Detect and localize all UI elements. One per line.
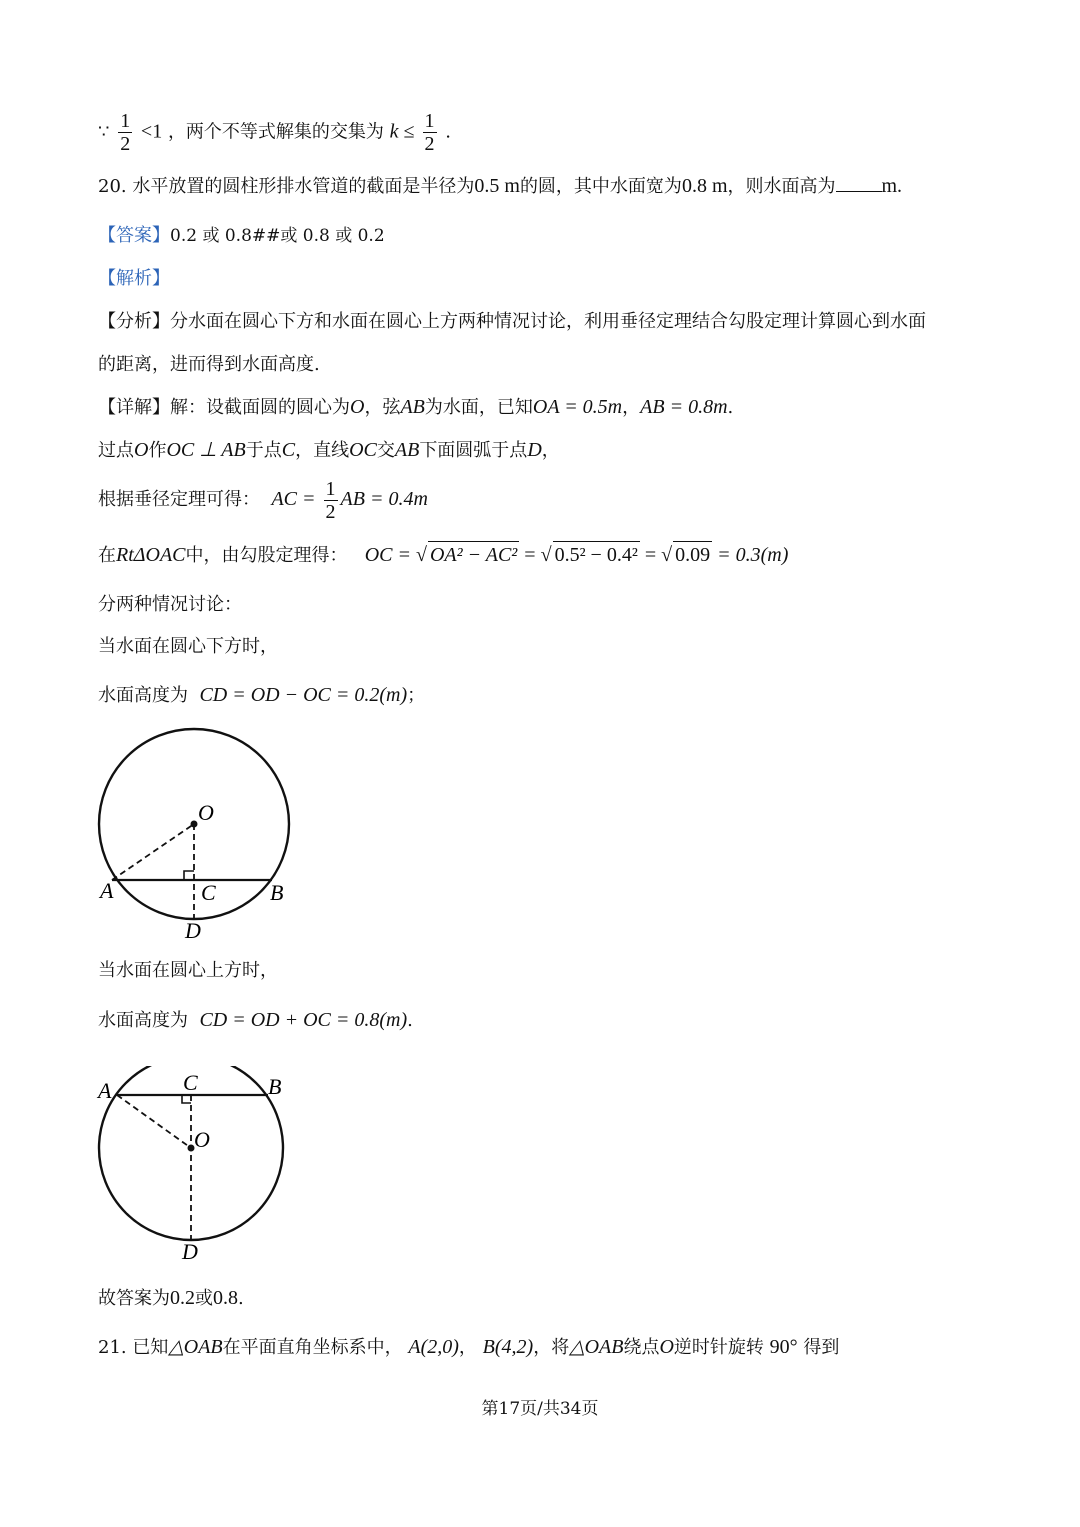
equation-perp: OC ⊥ AB — [166, 439, 246, 461]
text: ，则水面高为 — [727, 176, 836, 197]
text: 解：设截面圆的圆心为 — [170, 397, 350, 418]
text: 在 — [98, 545, 116, 566]
text: 当水面在圆心上方时， — [98, 960, 278, 981]
fraction-half-3: $\frac{1}{2}$ — [325, 477, 336, 523]
case1-title — [98, 634, 278, 660]
pythagoras-line — [98, 541, 788, 569]
rhs-AB: AB = 0.4m — [340, 488, 428, 510]
point-B: B(4,2) — [482, 1336, 534, 1358]
fraction-half-2: $\frac{1}{2}$ — [424, 110, 435, 155]
case1-equation — [98, 682, 425, 709]
inequality: <1 — [140, 120, 163, 143]
text: 水面高度为 — [98, 685, 188, 706]
angle-90: 90° — [769, 1336, 798, 1358]
analysis-tag: 【解析】 — [98, 268, 170, 289]
xiangjie-tag: 【详解】 — [98, 397, 170, 418]
circle-figure-2 — [90, 1066, 320, 1266]
text: 得到 — [803, 1337, 840, 1358]
page-footer: 第17页/共34页 — [481, 1399, 599, 1419]
label-D: D — [182, 1239, 198, 1264]
var-OC: OC — [349, 439, 377, 461]
answer-text: 0.2 或 0.8##或 0.8 或 0.2 — [170, 226, 385, 246]
text: 逆时针旋转 — [673, 1337, 764, 1358]
radius-value: 0.5 m — [474, 175, 520, 197]
chord-theorem-line — [98, 475, 428, 524]
circle-figure-1 — [90, 722, 320, 942]
text: 绕点 — [623, 1337, 660, 1358]
answer-tag: 【答案】 — [98, 225, 170, 246]
equation-OA: OA = 0.5m — [532, 396, 623, 418]
text: 水面高度为 — [98, 1010, 188, 1031]
answer-blank — [836, 173, 882, 192]
conclusion-line — [98, 1285, 244, 1312]
var-D: D — [527, 439, 542, 461]
text: ，将 — [533, 1337, 570, 1358]
text: 已知 — [132, 1337, 169, 1358]
equation-CD-1: CD = OD − OC = 0.2(m) — [199, 684, 408, 706]
radicand-3: 0.09 — [673, 541, 712, 568]
perpendicular-line — [98, 437, 560, 464]
case2-title — [98, 958, 278, 984]
label-B: B — [268, 1074, 282, 1099]
var-O: O — [350, 396, 365, 418]
le-symbol: ≤ — [398, 120, 420, 143]
period: . — [445, 121, 452, 143]
var-O: O — [134, 439, 149, 461]
result-OC: = 0.3(m) — [712, 544, 789, 566]
case-intro — [98, 592, 242, 618]
fenxi-text: 分水面在圆心下方和水面在圆心上方两种情况讨论，利用垂径定理结合勾股定理计算圆心到水面 — [170, 311, 926, 332]
value-2: 0.8 — [213, 1287, 238, 1309]
fenxi-tag: 【分析】 — [98, 311, 170, 332]
sqrt-sign: √ — [661, 544, 673, 566]
text: 在平面直角坐标系中， — [222, 1337, 403, 1358]
text: 或 — [195, 1288, 213, 1309]
intersection-line — [98, 110, 451, 155]
text: 故答案为 — [98, 1288, 170, 1309]
label-C: C — [183, 1070, 198, 1095]
analysis-tag-line — [98, 266, 170, 292]
lhs-OC: OC = — [364, 544, 416, 566]
text: ， — [541, 440, 560, 461]
label-A: A — [98, 1078, 112, 1103]
unit: m. — [881, 175, 903, 197]
var-k: k — [389, 120, 399, 143]
xiangjie-line — [98, 394, 733, 421]
label-O: O — [194, 1127, 210, 1152]
triangle-OAC: RtΔOAC — [116, 544, 186, 566]
text: 中，由勾股定理得： — [185, 545, 348, 566]
equals: = — [639, 544, 662, 566]
period: . — [727, 397, 734, 418]
fenxi-line-1 — [98, 309, 926, 335]
width-value: 0.8 m — [681, 175, 728, 197]
text: 当水面在圆心下方时， — [98, 636, 278, 657]
point-A: A(2,0) — [408, 1336, 459, 1358]
triangle-OAB: △OAB — [168, 1336, 223, 1358]
label-A: A — [100, 878, 114, 903]
question-20 — [98, 173, 902, 200]
text: 作 — [148, 440, 167, 461]
label-B: B — [270, 880, 284, 905]
radicand-2: 0.5² − 0.4² — [553, 541, 640, 568]
label-C: C — [201, 880, 216, 905]
equation-CD-2: CD = OD + OC = 0.8(m) — [199, 1009, 408, 1031]
text: 于点 — [245, 440, 282, 461]
fenxi-text-2: 的距离，进而得到水面高度. — [98, 354, 320, 375]
equation-AB: AB = 0.8m — [640, 396, 728, 418]
semicolon: ； — [407, 685, 426, 706]
sep: ， — [622, 397, 641, 418]
text: 根据垂径定理可得： — [98, 489, 260, 510]
text: ，直线 — [295, 440, 350, 461]
text: 的圆，其中水面宽为 — [519, 176, 682, 197]
question-number: 20. — [98, 176, 127, 197]
text: 交 — [376, 440, 395, 461]
var-O: O — [659, 1336, 674, 1358]
sep: ， — [458, 1337, 477, 1358]
var-AB: AB — [400, 396, 425, 418]
var-AB: AB — [394, 439, 420, 461]
question-21 — [98, 1334, 839, 1361]
question-number: 21. — [98, 1337, 127, 1358]
triangle-OAB-2: △OAB — [569, 1336, 624, 1358]
text: 过点 — [98, 440, 134, 461]
case2-equation — [98, 1007, 413, 1034]
because-symbol: ∵ — [98, 121, 110, 143]
var-C: C — [281, 439, 296, 461]
fraction-half: $\frac{1}{2}$ — [120, 110, 131, 155]
text: ，两个不等式解集的交集为 — [167, 121, 384, 143]
period: . — [407, 1010, 413, 1031]
period: . — [238, 1288, 244, 1309]
sqrt-sign: √ — [415, 544, 427, 566]
text: 水平放置的圆柱形排水管道的截面是半径为 — [132, 176, 475, 197]
fenxi-line-2 — [98, 352, 320, 378]
answer-line — [98, 223, 385, 249]
text: ，弦 — [364, 397, 401, 418]
lhs-AC: AC = — [271, 488, 321, 510]
value-1: 0.2 — [170, 1287, 195, 1309]
text: 下面圆弧于点 — [419, 440, 528, 461]
radicand-1: OA² − AC² — [428, 541, 519, 568]
text: 为水面，已知 — [424, 397, 533, 418]
label-O: O — [198, 800, 214, 825]
label-D: D — [185, 918, 201, 942]
sqrt-sign: √ — [540, 544, 552, 566]
text: 分两种情况讨论： — [98, 594, 242, 615]
equals: = — [519, 544, 541, 566]
